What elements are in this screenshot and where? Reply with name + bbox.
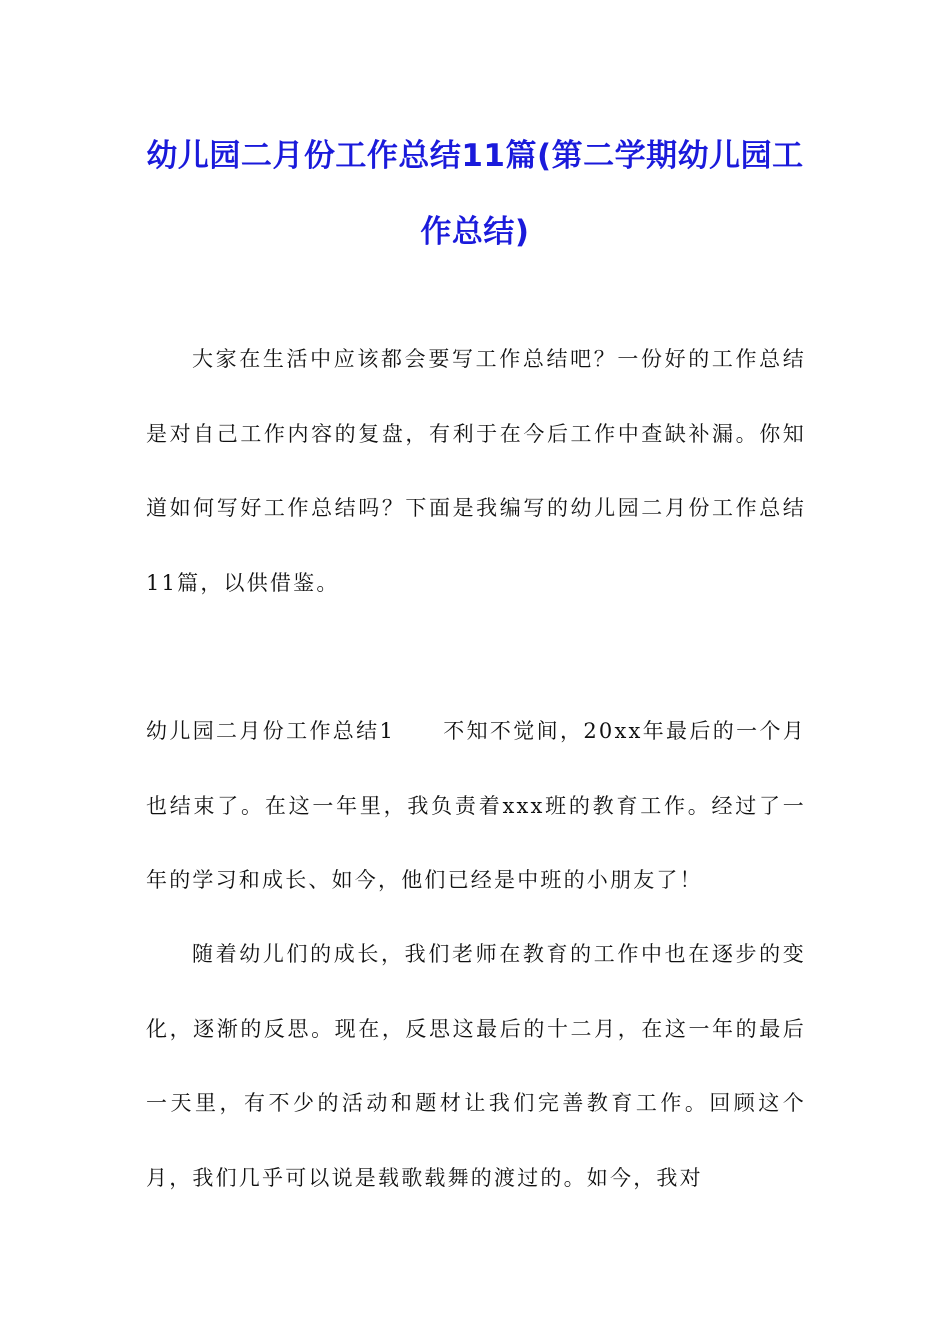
- section-1-heading: 幼儿园二月份工作总结1: [146, 719, 396, 743]
- document-title: 幼儿园二月份工作总结11篇(第二学期幼儿园工作总结): [146, 138, 804, 250]
- intro-paragraph: 大家在生活中应该都会要写工作总结吧？一份好的工作总结是对自己工作内容的复盘，有利于在今后工作中查缺补漏。你知道如何写好工作总结吗？下面是我编写的幼儿园二月份工作总结11篇，以供借鉴。: [146, 347, 806, 595]
- section-1-paragraph: [146, 694, 806, 918]
- section-1-text: 不知不觉间，20xx年最后的一个月也结束了。在这一年里，我负责着xxx班的教育工作。经过了一年的学习和成长、如今，他们已经是中班的小朋友了！: [146, 719, 806, 892]
- body-paragraph-2: 随着幼儿们的成长，我们老师在教育的工作中也在逐步的变化，逐渐的反思。现在，反思这最后的十二月，在这一年的最后一天里，有不少的活动和题材让我们完善教育工作。回顾这个月，我们几乎可以说是载歌载舞的渡过的。如今，我对: [146, 942, 806, 1190]
